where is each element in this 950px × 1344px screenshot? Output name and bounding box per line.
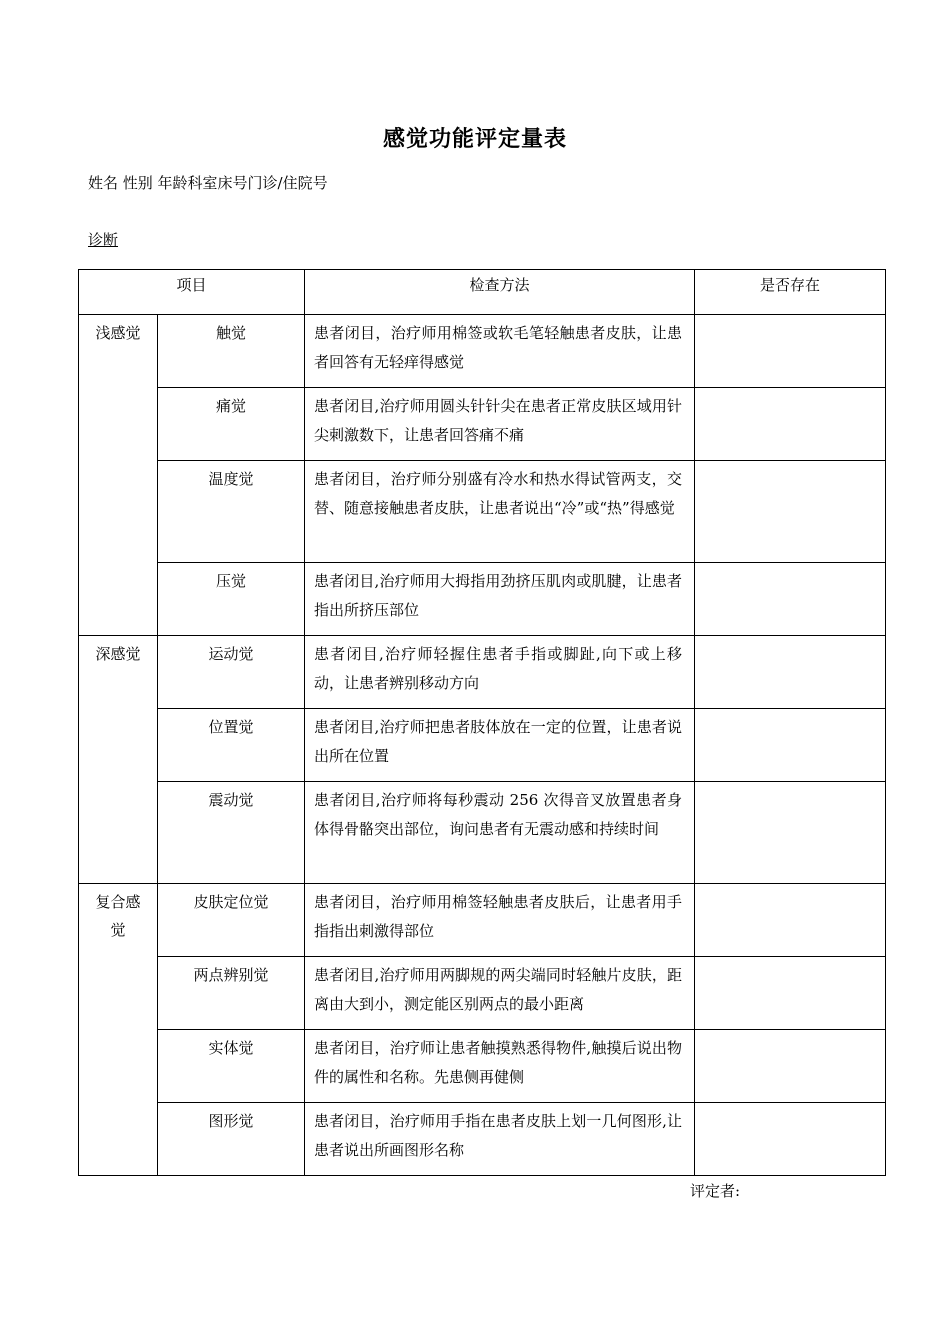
table-row bbox=[79, 315, 886, 388]
item-cell: 震动觉 bbox=[158, 782, 305, 884]
method-cell: 患者闭目，治疗师用棉签或软毛笔轻触患者皮肤，让患者回答有无轻痒得感觉 bbox=[305, 315, 695, 388]
table-row bbox=[79, 957, 886, 1030]
item-cell: 图形觉 bbox=[158, 1103, 305, 1176]
present-cell[interactable] bbox=[695, 461, 886, 563]
method-cell: 患者闭目,治疗师把患者肢体放在一定的位置，让患者说出所在位置 bbox=[305, 709, 695, 782]
present-cell[interactable] bbox=[695, 563, 886, 636]
item-cell: 压觉 bbox=[158, 563, 305, 636]
item-cell: 温度觉 bbox=[158, 461, 305, 563]
present-cell[interactable] bbox=[695, 636, 886, 709]
table-row bbox=[79, 1030, 886, 1103]
table-header-row bbox=[79, 270, 886, 315]
category-cell: 深感觉 bbox=[79, 636, 158, 884]
present-cell[interactable] bbox=[695, 1030, 886, 1103]
item-cell: 皮肤定位觉 bbox=[158, 884, 305, 957]
present-cell[interactable] bbox=[695, 782, 886, 884]
method-cell: 患者闭目，治疗师让患者触摸熟悉得物件,触摸后说出物件的属性和名称。先患侧再健侧 bbox=[305, 1030, 695, 1103]
item-cell: 实体觉 bbox=[158, 1030, 305, 1103]
present-cell[interactable] bbox=[695, 388, 886, 461]
patient-info-line: 姓名 性别 年龄科室床号门诊/住院号 bbox=[88, 174, 328, 192]
present-cell[interactable] bbox=[695, 709, 886, 782]
item-cell: 痛觉 bbox=[158, 388, 305, 461]
diagnosis-label: 诊断 bbox=[88, 231, 119, 249]
present-cell[interactable] bbox=[695, 957, 886, 1030]
table-row bbox=[79, 709, 886, 782]
table-row bbox=[79, 461, 886, 563]
page-title: 感觉功能评定量表 bbox=[382, 126, 567, 152]
table-row bbox=[79, 884, 886, 957]
item-cell: 运动觉 bbox=[158, 636, 305, 709]
table-row bbox=[79, 563, 886, 636]
category-cell: 复合感觉 bbox=[79, 884, 158, 1176]
present-cell[interactable] bbox=[695, 315, 886, 388]
header-method: 检查方法 bbox=[305, 270, 695, 315]
table-row bbox=[79, 1103, 886, 1176]
method-cell: 患者闭目,治疗师用大拇指用劲挤压肌肉或肌腱，让患者指出所挤压部位 bbox=[305, 563, 695, 636]
present-cell[interactable] bbox=[695, 1103, 886, 1176]
item-cell: 触觉 bbox=[158, 315, 305, 388]
method-cell: 患者闭目,治疗师轻握住患者手指或脚趾,向下或上移动，让患者辨别移动方向 bbox=[305, 636, 695, 709]
table-row bbox=[79, 636, 886, 709]
item-cell: 两点辨别觉 bbox=[158, 957, 305, 1030]
header-present: 是否存在 bbox=[695, 270, 886, 315]
method-cell: 患者闭目,治疗师用圆头针针尖在患者正常皮肤区域用针尖刺激数下，让患者回答痛不痛 bbox=[305, 388, 695, 461]
method-cell: 患者闭目,治疗师将每秒震动 256 次得音叉放置患者身体得骨骼突出部位，询问患者有无震动感和持续时间 bbox=[305, 782, 695, 884]
table-row bbox=[79, 782, 886, 884]
item-cell: 位置觉 bbox=[158, 709, 305, 782]
method-cell: 患者闭目，治疗师用手指在患者皮肤上划一几何图形,让患者说出所画图形名称 bbox=[305, 1103, 695, 1176]
assessment-table bbox=[78, 269, 886, 1176]
method-cell: 患者闭目,治疗师用两脚规的两尖端同时轻触片皮肤，距离由大到小，测定能区别两点的最小距离 bbox=[305, 957, 695, 1030]
present-cell[interactable] bbox=[695, 884, 886, 957]
evaluator-label: 评定者: bbox=[690, 1182, 741, 1200]
category-cell: 浅感觉 bbox=[79, 315, 158, 636]
table-row bbox=[79, 388, 886, 461]
method-cell: 患者闭目，治疗师用棉签轻触患者皮肤后，让患者用手指指出刺激得部位 bbox=[305, 884, 695, 957]
method-cell: 患者闭目，治疗师分别盛有冷水和热水得试管两支，交替、随意接触患者皮肤，让患者说出“冷”或“热”得感觉 bbox=[305, 461, 695, 563]
header-item: 项目 bbox=[79, 270, 305, 315]
